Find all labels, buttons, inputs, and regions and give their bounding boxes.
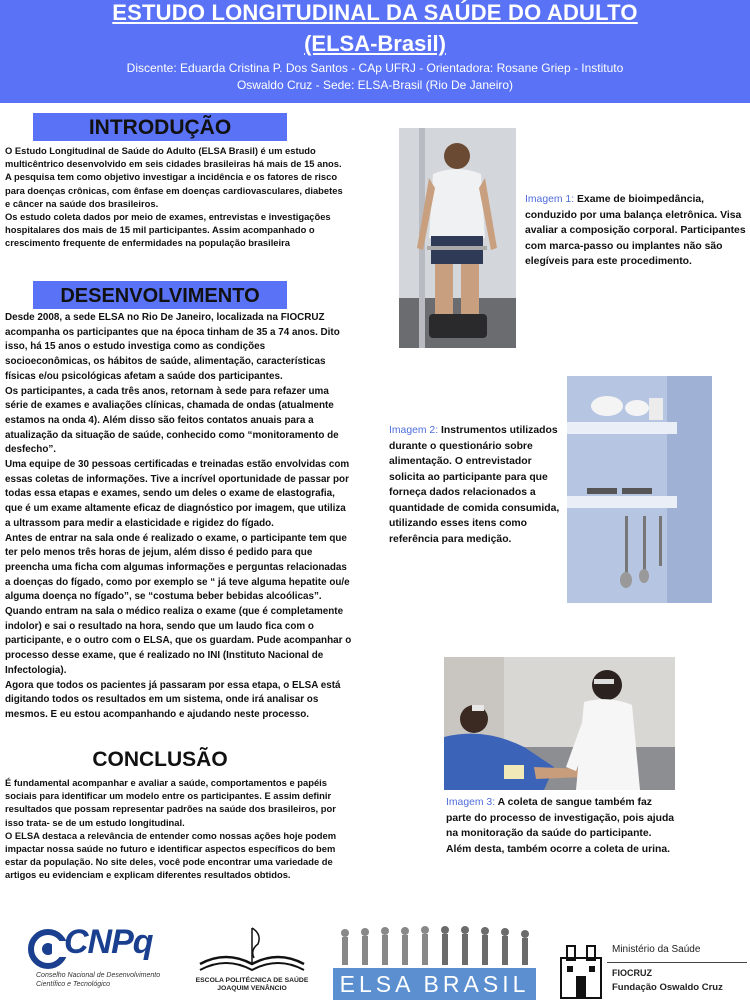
image-1-caption [525, 192, 750, 270]
elsa-brasil-logo [333, 925, 536, 1000]
photo-bioimpedance [399, 128, 516, 348]
conclusion-text: É fundamental acompanhar e avaliar a saúde, comportamentos e papéis sociais para identificar um modelo entre os participantes. E assim definir resultados que possam representar padrões na saúde dos brasileiros, por isso trata- se de um estudo longitudinal. O ELSA destaca a relevância de entender como nossas ações hoje podem impactar nossa saúde no futuro e identificar aspectos específicos do bem estar da população. No site deles, você pode encontrar uma variedade de artigos eu evidenciam e explicam diferentes resultados obtidos. [5, 777, 337, 881]
open-book-icon [192, 920, 312, 976]
poster-header [0, 0, 750, 103]
human-evolution-icon [333, 925, 536, 969]
epsjv-name [182, 977, 322, 993]
cnpq-emblem-icon [28, 927, 68, 971]
ministry-fiocruz-logo [557, 938, 750, 1000]
ministry-divider [607, 962, 747, 963]
intro-text: O Estudo Longitudinal de Saúde do Adulto (ELSA Brasil) é um estudo multicêntrico desenvolvido em seis cidades brasileiras há mais de 15 anos. A pesquisa tem como objetivo investigar a incidência e os fatores de risco para doenças crônicas, com ênfase em doenças cardiovasculares, diabetes e câncer na saúde dos brasileiros. Os estudo coleta dados por meio de exames, entrevistas e investigações hospitalares dos mais de 15 mil participantes. Assim acompanhado o crescimento frequente de enfermidades na população brasileira [5, 145, 343, 249]
photo-food-utensils [567, 376, 712, 603]
fundacao-name: Fundação Oswaldo Cruz [612, 982, 723, 993]
conclusion-heading: CONCLUSÃO [33, 745, 287, 773]
image-2-caption [389, 423, 564, 547]
photo-blood-collection [444, 657, 675, 790]
intro-heading: INTRODUÇÃO [33, 113, 287, 141]
ministry-title: Ministério da Saúde [612, 944, 701, 955]
epsjv-line1: ESCOLA POLITÉCNICA DE SAÚDE [195, 977, 309, 984]
cnpq-logo [28, 923, 178, 992]
cnpq-subtitle: Conselho Nacional de Desenvolvimento Científico e Tecnológico [36, 972, 161, 988]
fiocruz-name: FIOCRUZ [612, 968, 652, 978]
elsa-brasil-wordmark: ELSA BRASIL [339, 971, 530, 997]
image-2-text: Instrumentos utilizados durante o questionário sobre alimentação. O entrevistador solicita ao participante para que forneça dados relacionados a quantidade de comida consumida, utilizando esses itens como referência para medição. [389, 425, 560, 545]
poster-authors: Discente: Eduarda Cristina P. Dos Santos - CAp UFRJ - Orientadora: Rosane Griep - Instituto Oswaldo Cruz - Sede: ELSA-Brasil (Rio De Janeiro) [126, 61, 624, 92]
image-2-label: Imagem 2: [389, 425, 439, 436]
poster-title: ESTUDO LONGITUDINAL DA SAÚDE DO ADULTO [112, 0, 638, 25]
image-3-text: A coleta de sangue também faz parte do processo de investigação, pois ajuda na monitoração da saúde do participante. Além desta, também ocorre a coleta de urina. [446, 797, 675, 855]
image-1-text: Exame de bioimpedância, conduzido por uma balança eletrônica. Visa avaliar a composição corporal. Participantes com marca-passo ou implantes não são elegíveis para este procedimento. [525, 194, 746, 267]
cnpq-wordmark: CNPq [64, 923, 153, 961]
image-1-label: Imagem 1: [525, 194, 575, 205]
image-3-label: Imagem 3: [446, 797, 496, 808]
poster-title-acronym: (ELSA-Brasil) [304, 31, 446, 56]
epsjv-line2: JOAQUIM VENÂNCIO [217, 985, 287, 992]
image-3-caption [446, 795, 676, 857]
development-text: Desde 2008, a sede ELSA no Rio De Janeiro, localizada na FIOCRUZ acompanha os participantes que na época tinham de 35 a 74 anos. Dito isso, há 15 anos o estudo investiga como as condições socioeconômicas, os hábitos de saúde, alimentação, características físicas e/ou psicológicas afetam a saúde dos participantes. Os participantes, a cada três anos, retornam à sede para refazer uma série de exames e avaliações clínicas, chamada de ondas (atualmente estamos na onda 4). Além disso são feitos contatos anuais para a atualização da situação de saúde, conhecido como “monitoramento de desfecho”. Uma equipe de 30 pessoas certificadas e treinadas estão envolvidas com essas coletas de informações. Tive a incrível oportunidade de passar por todas essa etapas e exames, sendo um deles o exame de elastografia, que é um exame altamente eficaz de diagnóstico por imagem, que utiliza a ultrassom para medir a elasticidade e rigidez do fígado. Antes de entrar na sala onde é realizado o exame, o participante tem que ter pelo menos três horas de jejum, além disso é pedido para que preencha uma ficha com algumas informações e perguntas relacionadas a doenças do fígado, como por exemplo se “ já teve alguma hepatite ou/e alguma doença no fígado”, se “costuma beber bebidas alcoólicas”. Quando entram na sala o médico realiza o exame (que é completamente indolor) e sai o resultado na hora, sendo que um laudo fica com o participante, e o outro com o ELSA, que os guardam. Pude acompanhar o processo desse exame, que é realizado no INI (Instituto Nacional de Infectologia). Agora que todos os pacientes já passaram por essa etapa, o ELSA está digitando todos os resultados em um sistema, onde irá analisar os mesmos. E eu estou acompanhando e ajudando neste processo. [5, 312, 352, 720]
epsjv-logo [182, 920, 322, 1000]
development-heading: DESENVOLVIMENTO [33, 281, 287, 309]
fiocruz-castle-icon [557, 938, 605, 1000]
